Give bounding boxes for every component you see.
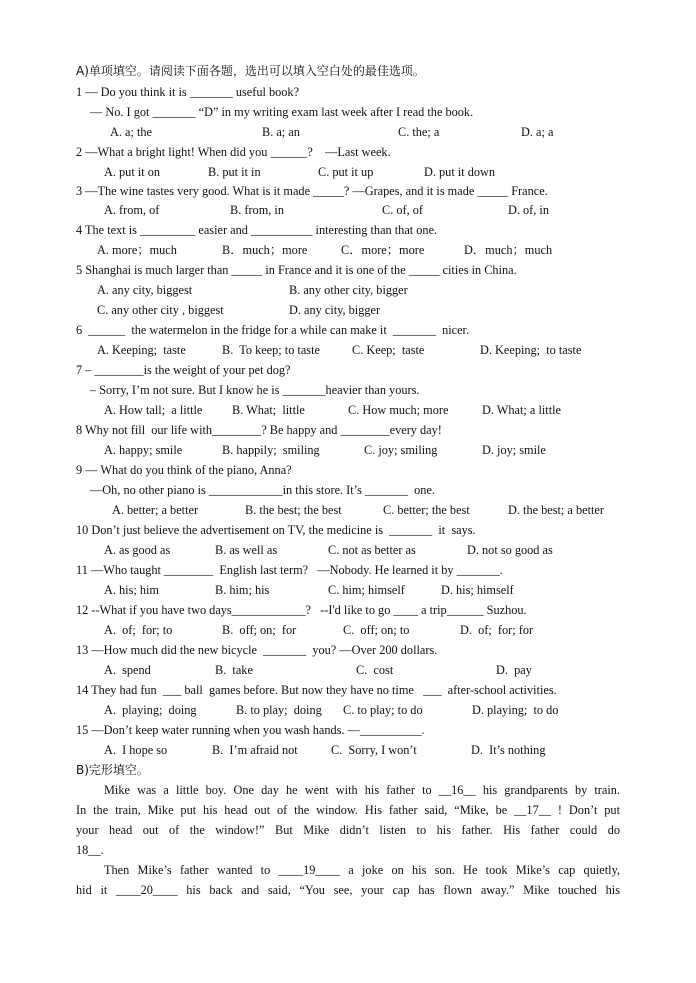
q7-option-b: B. What; little	[232, 403, 305, 417]
question-12: 12 --What if you have two days____________? --I'd like to go ____ a trip______ Suzhou.	[76, 603, 527, 617]
question-9: 9 — What do you think of the piano, Anna?	[76, 463, 292, 477]
question-2: 2 —What a bright light! When did you ______? —Last week.	[76, 145, 391, 159]
question-6: 6 ______ the watermelon in the fridge for a while can make it _______ nicer.	[76, 323, 470, 337]
question-1-reply: — No. I got _______ “D” in my writing exam last week after I read the book.	[90, 105, 474, 119]
q3-option-d: D. of, in	[508, 203, 549, 217]
q13-option-b: B. take	[215, 663, 253, 677]
q11-option-d: D. his; himself	[441, 583, 514, 597]
q12-option-b: B. off; on; for	[222, 623, 297, 637]
q9-option-a: A. better; a better	[112, 503, 199, 517]
question-3: 3 —The wine tastes very good. What is it made _____? —Grapes, and it is made _____ France.	[76, 184, 548, 198]
q7-option-a: A. How tall; a little	[104, 403, 203, 417]
question-5: 5 Shanghai is much larger than _____ in France and it is one of the _____ cities in China.	[76, 263, 517, 277]
q7-option-c: C. How much; more	[348, 403, 449, 417]
q4-option-d: D．much；much	[464, 243, 553, 257]
q10-option-a: A. as good as	[104, 543, 171, 557]
question-9-reply: —Oh, no other piano is ____________in this store. It’s _______ one.	[90, 483, 435, 497]
cloze-line-5: Then Mike’s father wanted to ____19____ a joke on his son. He took Mike’s cap quietly,	[104, 863, 620, 877]
q9-option-c: C. better; the best	[383, 503, 470, 517]
q6-option-d: D. Keeping; to taste	[480, 343, 582, 357]
q1-option-a: A. a; the	[110, 125, 153, 139]
q3-option-a: A. from, of	[104, 203, 160, 217]
question-10: 10 Don’t just believe the advertisement on TV, the medicine is _______ it says.	[76, 523, 476, 537]
q14-option-d: D. playing; to do	[472, 703, 559, 717]
q8-option-a: A. happy; smile	[104, 443, 183, 457]
q15-option-a: A. I hope so	[104, 743, 168, 757]
q15-option-c: C. Sorry, I won’t	[331, 743, 417, 757]
cloze-line-1: Mike was a little boy. One day he went with his father to __16__ his grandparents by train.	[104, 783, 620, 797]
q6-option-a: A. Keeping; taste	[97, 343, 186, 357]
cloze-line-2: In the train, Mike put his head out of the window. His father said, “Mike, be __17__ ! Don’t put	[76, 803, 620, 817]
section-b-title: B)完形填空。	[76, 763, 149, 777]
q2-option-b: B. put it in	[208, 165, 261, 179]
q6-option-c: C. Keep; taste	[352, 343, 425, 357]
q5-option-c: C. any other city , biggest	[97, 303, 224, 317]
cloze-line-3: your head out of the window!” But Mike didn’t listen to his father. His father could do	[76, 823, 620, 837]
section-a-title: A)单项填空。请阅读下面各题，选出可以填入空白处的最佳选项。	[76, 64, 425, 78]
q2-option-c: C. put it up	[318, 165, 374, 179]
q9-option-b: B. the best; the best	[245, 503, 342, 517]
q14-option-c: C. to play; to do	[343, 703, 423, 717]
q13-option-a: A. spend	[104, 663, 151, 677]
q12-option-d: D. of; for; for	[460, 623, 534, 637]
q12-option-c: C. off; on; to	[343, 623, 410, 637]
cloze-line-6: hid it ____20____ his back and said, “You see, your cap has flown away.” Mike touched his	[76, 883, 620, 897]
q8-option-c: C. joy; smiling	[364, 443, 438, 457]
q1-option-b: B. a; an	[262, 125, 300, 139]
q14-option-a: A. playing; doing	[104, 703, 197, 717]
question-13: 13 —How much did the new bicycle _______ you? —Over 200 dollars.	[76, 643, 438, 657]
question-8: 8 Why not fill our life with________? Be happy and ________every day!	[76, 423, 442, 437]
q8-option-b: B. happily; smiling	[222, 443, 320, 457]
q15-option-d: D. It’s nothing	[471, 743, 546, 757]
question-14: 14 They had fun ___ ball games before. But now they have no time ___ after-school activities.	[76, 683, 557, 697]
q1-option-c: C. the; a	[398, 125, 440, 139]
q4-option-b: B．much；more	[222, 243, 308, 257]
question-7-reply: – Sorry, I’m not sure. But I know he is _______heavier than yours.	[90, 383, 420, 397]
q5-option-b: B. any other city, bigger	[289, 283, 408, 297]
q9-option-d: D. the best; a better	[508, 503, 604, 517]
question-1: 1 — Do you think it is _______ useful book?	[76, 85, 300, 99]
q4-option-c: C．more；more	[341, 243, 425, 257]
question-11: 11 —Who taught ________ English last term? —Nobody. He learned it by _______.	[76, 563, 503, 577]
q6-option-b: B. To keep; to taste	[222, 343, 320, 357]
q12-option-a: A. of; for; to	[104, 623, 173, 637]
q10-option-c: C. not as better as	[328, 543, 416, 557]
q1-option-d: D. a; a	[521, 125, 554, 139]
q5-option-d: D. any city, bigger	[289, 303, 381, 317]
q10-option-d: D. not so good as	[467, 543, 553, 557]
question-4: 4 The text is _________ easier and __________ interesting than that one.	[76, 223, 438, 237]
q5-option-a: A. any city, biggest	[97, 283, 193, 297]
q8-option-d: D. joy; smile	[482, 443, 546, 457]
q2-option-d: D. put it down	[424, 165, 496, 179]
q13-option-c: C. cost	[356, 663, 394, 677]
cloze-line-4: 18__.	[76, 843, 104, 857]
q4-option-a: A. more；much	[97, 243, 177, 257]
q2-option-a: A. put it on	[104, 165, 161, 179]
q14-option-b: B. to play; doing	[236, 703, 322, 717]
q3-option-b: B. from, in	[230, 203, 284, 217]
question-7: 7 – ________is the weight of your pet dog?	[76, 363, 291, 377]
q11-option-b: B. him; his	[215, 583, 270, 597]
q11-option-a: A. his; him	[104, 583, 159, 597]
q3-option-c: C. of, of	[382, 203, 423, 217]
q10-option-b: B. as well as	[215, 543, 278, 557]
question-15: 15 —Don’t keep water running when you wash hands. —__________.	[76, 723, 425, 737]
q13-option-d: D. pay	[496, 663, 532, 677]
q11-option-c: C. him; himself	[328, 583, 405, 597]
q7-option-d: D. What; a little	[482, 403, 561, 417]
q15-option-b: B. I’m afraid not	[212, 743, 298, 757]
